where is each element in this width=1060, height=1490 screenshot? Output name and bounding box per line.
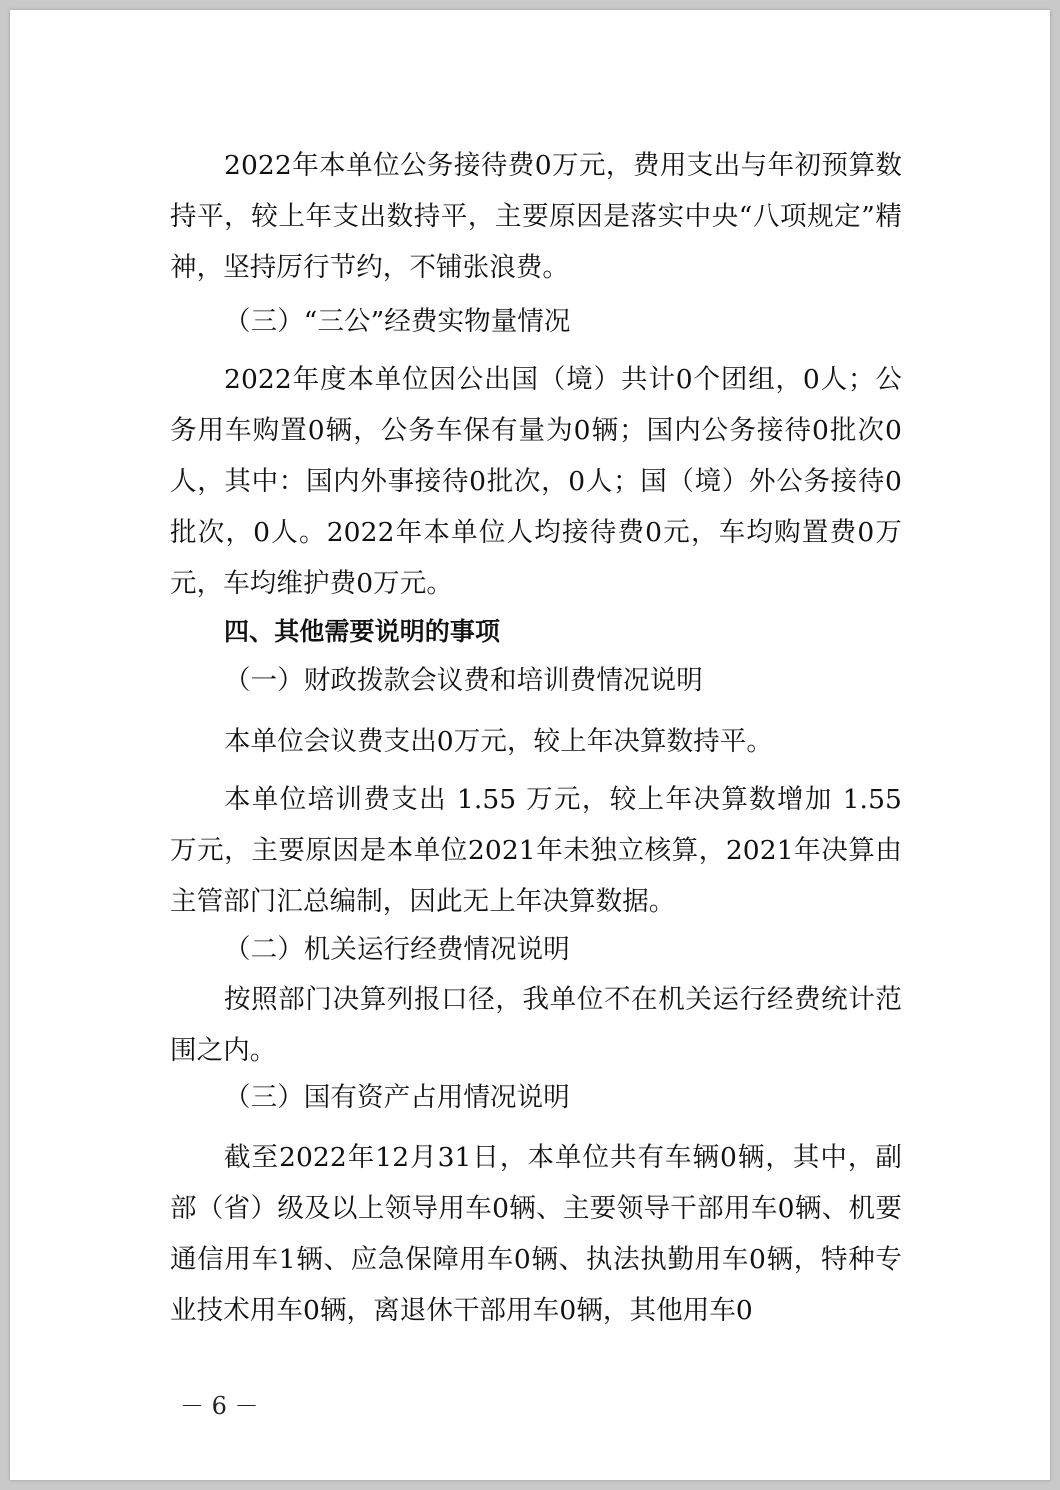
heading-physical-quantity: （三）“三公”经费实物量情况 (224, 306, 571, 337)
heading-other-matters: 四、其他需要说明的事项 (224, 617, 501, 646)
paragraph-operating-expense: 按照部门决算列报口径，我单位不在机关运行经费统计范围之内。 (170, 984, 902, 1066)
paragraph-meeting-expense: 本单位会议费支出0万元，较上年决算数持平。 (224, 726, 773, 757)
paragraph-reception-expense: 2022年本单位公务接待费0万元，费用支出与年初预算数持平，较上年支出数持平，主要原因是落实中央“八项规定”精神，坚持厉行节约，不铺张浪费。 (170, 150, 902, 283)
page-number: － 6 － (180, 1392, 259, 1420)
heading-operating-expense: （二）机关运行经费情况说明 (224, 934, 570, 965)
paragraph-state-assets: 截至2022年12月31日，本单位共有车辆0辆，其中，副部（省）级及以上领导用车0辆、主要领导干部用车0辆、机要通信用车1辆、应急保障用车0辆、执法执勤用车0辆，特种专业技术用车0辆，离退休干部用车0辆，其他用车0 (170, 1142, 902, 1326)
heading-meeting-training: （一）财政拨款会议费和培训费情况说明 (224, 665, 703, 696)
paragraph-physical-quantity: 2022年度本单位因公出国（境）共计0个团组，0人；公务用车购置0辆，公务车保有量为0辆；国内公务接待0批次0人，其中：国内外事接待0批次，0人；国（境）外公务接待0批次，0人。2022年本单位人均接待费0元，车均购置费0万元，车均维护费0万元。 (170, 364, 902, 599)
document-page (10, 10, 1050, 1480)
heading-state-assets: （三）国有资产占用情况说明 (224, 1082, 570, 1113)
paragraph-training-expense: 本单位培训费支出 1.55 万元，较上年决算数增加 1.55 万元，主要原因是本单位2021年未独立核算，2021年决算由主管部门汇总编制，因此无上年决算数据。 (170, 784, 902, 917)
